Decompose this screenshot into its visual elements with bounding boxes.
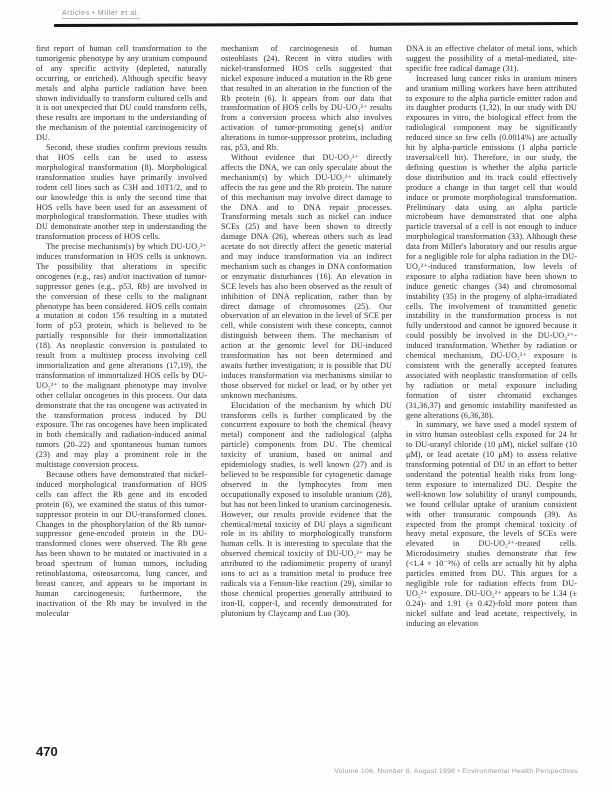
paragraph: In summary, we have used a model system of in vitro human osteoblast cells exposed for 24 hr to DU-uranyl chloride (10 μM), nickel sulfate (10 μM), or lead acetate (10 μM) to assess relative transforming potential of DU in an effort to better understand the potential health risks from long-term exposure to internalized DU. Despite the well-known low solubility of uranyl compounds, we found cellular uptake of uranium consistent with other transuranic compounds (39). As expected from the prompt chemical toxicity of heavy metal exposure, the levels of SCEs were elevated in DU-UO₂²⁺-treated cells. Microdosimetry studies demonstrate that few (<1.4 × 10⁻³%) of cells are actually hit by alpha particles emitted from DU. This argues for a negligible role for radiation effects from DU-UO₂²⁺ exposure. DU-UO₂²⁺ appears to be 1.34 (± 0.24)- and 1.91 (± 0.42)-fold more potent than nickel sulfate and lead acetate, respectively, in inducing an elevation [406,420,577,628]
paragraph: Because others have demonstrated that nickel-induced morphological transformation of HOS cells can affect the Rb gene and its encoded protein (6), we examined the status of this tumor-suppressor protein in our DU-transformed clones. Changes in the phosphorylation of the Rb tumor-suppressor gene-encoded protein in the DU-transformed clones were observed. The Rb gene has been shown to be mutated or inactivated in a broad spectrum of human tumors, including retinoblastoma, osteosarcoma, lung cancer, and breast cancer, and appears to be important in human carcinogenesis; furthermore, the inactivation of the Rb may be involved in the molecular [36,469,207,618]
column-2 [221,44,392,746]
paragraph: DNA is an effective chelator of metal ions, which suggest the possibility of a metal-mediated, site-specific free radical damage (31). [406,44,577,73]
page-number: 470 [36,744,58,759]
article-columns [36,44,577,746]
paragraph: Elucidation of the mechanism by which DU transforms cells is further complicated by the concurrent exposure to both the chemical (heavy metal) component and the radiological (alpha particle) components from DU. The chemical toxicity of uranium, based on animal and epidemiology studies, is well known (27) and is believed to be responsible for cytogenetic damage observed in the lymphocytes from men occupationally exposed to insoluble uranium (28), but has not been linked to uranium carcinogenesis. However, our results provide evidence that the chemical/metal toxicity of DU plays a significant role in its ability to morphologically transform human cells. It is interesting to speculate that the observed chemical toxicity of DU-UO₂²⁺ may be attributed to the radiomimetic property of uranyl ions to act as a transition metal to produce free radicals via a Fenton-like reaction (29), similar to those chemical properties generally attributed to iron-II, copper-I, and recently demonstrated for plutonium by Claycamp and Luo (30). [221,400,392,618]
paragraph: Second, these studies confirm previous results that HOS cells can be used to assess morphological transformation (8). Morphological transformation studies have primarily involved rodent cell lines such as C3H and 10T1/2, and to our knowledge this is only the second time that HOS cells have been used for an assessment of morphological transformation. These studies with DU demonstrate another step in understanding the transformation process of HOS cells. [36,143,207,242]
running-head: Articles • Miller et al. [62,10,140,17]
paragraph: Without evidence that DU-UO₂²⁺ directly affects the DNA, we can only speculate about the mechanism(s) by which DU-UO₂²⁺ ultimately affects the ras gene and the Rb protein. The nature of this mechanism may involve direct damage to the DNA and to DNA repair processes. Transforming metals such as nickel can induce SCEs (25) and have been shown to directly damage DNA (26), whereas others such as lead acetate do not directly affect the genetic material and may induce transformation via an indirect mechanism such as changes in DNA conformation or enzymatic disturbances (16). An elevation in SCE levels has also been observed as the result of inhibition of DNA replication, rather than by direct damage of chromosomes (25). Our observation of an elevation in the level of SCE per cell, while consistent with these concepts, cannot distinguish between them. The mechanism of action at the genomic level for DU-induced transformation has not been determined and awaits further investigation; it is possible that DU induces transformation via mechanisms similar to those observed for nickel or lead, or by other yet unknown mechanisms. [221,152,392,400]
header-rule-divider [54,22,578,27]
paragraph: first report of human cell transformation to the tumorigenic phenotype by any uranium compound of any specific activity (depleted, naturally occurring, or enriched). Although specific heavy metals and alpha particle radiation have been shown individually to transform cultured cells and it is not unexpected that DU could transform cells, these results are important to the understanding of the mechanism of the potential carcinogenicity of DU. [36,44,207,143]
paragraph: The precise mechanism(s) by which DU-UO₂²⁺ induces transformation in HOS cells is unknown. The possibility that alterations in specific oncogenes (e.g., ras) and/or inactivation of tumor-suppressor genes (e.g., p53, Rb) are involved in the conversion of these cells to the malignant phenotype has been considered. HOS cells contain a mutation at codon 156 resulting in a mutated form of p53 protein, which is believed to be partially responsible for their immortalization (18). As neoplastic conversion is postulated to result from a multistep process involving cell immortalization and gene alterations (17,19), the transformation of immortalized HOS cells by DU-UO₂²⁺ to the malignant phenotype may involve other cellular oncogenes in this process. Our data demonstrate that the ras oncogene was activated in the transformation process induced by DU exposure. The ras oncogenes have been implicated in both chemically and radiation-induced animal tumors (20–22) and spontaneous human tumors (23) and may play a prominent role in the multistage conversion process. [36,242,207,470]
journal-footer-line: Volume 106, Number 8, August 1998 • Environmental Health Perspectives [334,768,578,775]
column-3 [406,44,577,746]
paragraph: Increased lung cancer risks in uranium miners and uranium milling workers have been attributed to exposure to the alpha particle emitter radon and its daughter products (1,32). In our study with DU exposures in vitro, the biological effect from the radiological component may be significantly reduced since so few cells (0.0014%) are actually hit by alpha-particle emissions (1 alpha particle traversal/cell hit). Therefore, in our study, the defining question is whether the alpha particle dose distribution and its track could effectively produce a change in that target cell that would induce or promote morphological transformation. Preliminary data using an alpha particle microbeam have demonstrated that one alpha particle traversal of a cell is not enough to induce morphological transformation (33). Although these data from Miller's laboratory and our results argue for a negligible role for alpha radiation in the DU-UO₂²⁺-induced transformation, low levels of exposure to alpha radiation have been shown to induce genetic changes (34) and chromosomal instability (35) in the progeny of alpha-irradiated cells. The involvement of transmitted genetic instability in the transformation process is not fully understood and cannot be ignored because it could possibly be involved in the DU-UO₂²⁺-induced transformation. Whether by radiation or chemical mechanism, DU-UO₂²⁺ exposure is consistent with the generally accepted features associated with neoplastic transformation of cells by radiation or metal exposure including formation of sister chromatid exchanges (31,36,37) and genomic instability manifested as gene alterations (6,36,38). [406,73,577,420]
column-1 [36,44,207,746]
paragraph: mechanism of carcinogenesis of human osteoblasts (24). Recent in vitro studies with nickel-transformed HOS cells suggested that nickel exposure induced a mutation in the Rb gene that resulted in an alteration in the function of the Rb protein (6). It appears from our data that transformation of HOS cells by DU-UO₂²⁺ results from a conversion process which also involves activation of tumor-promoting gene(s) and/or alterations in tumor-suppressor proteins, including ras, p53, and Rb. [221,44,392,153]
